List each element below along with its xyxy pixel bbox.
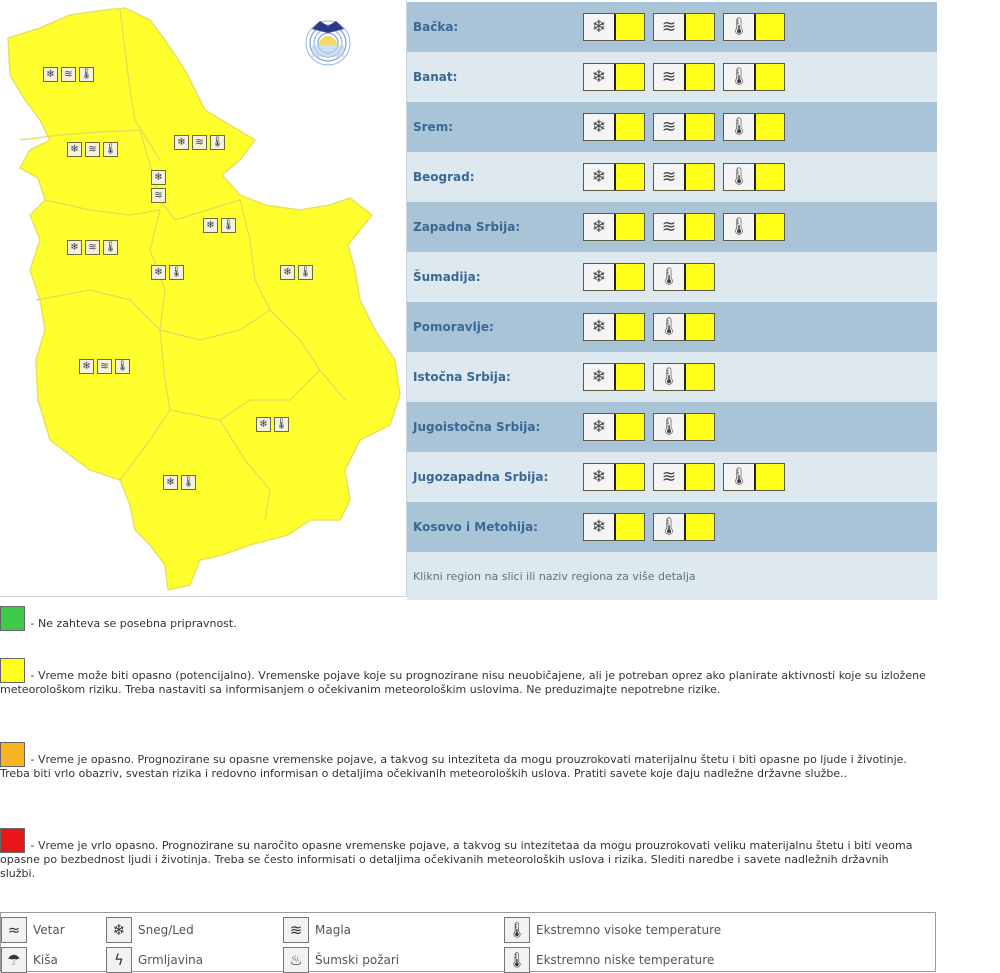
warning-level-yellow [616, 214, 644, 240]
region-link[interactable]: Jugozapadna Srbija: [413, 470, 549, 484]
legend-high-temp [504, 917, 721, 943]
snow-icon: ❄ [584, 414, 616, 440]
snow-icon: ❄ [106, 917, 132, 943]
snow-icon: ❄ [584, 464, 616, 490]
legend-red-text: - Vreme je vrlo opasno. Prognozirane su naročito opasne vremenske pojave, a takvog su intezitetaa da mogu prouzrokovati veliku materijalnu štetu i biti veoma opasne po bezbednost ljudi i životinja. Treba se često informisati o detaljima očekivanih meteoroloških uslova i rizika. Slediti naredbe i savete nadležnih državnih službi. [0, 839, 913, 880]
map-region-icons[interactable] [203, 218, 236, 233]
warning-badges [583, 463, 785, 491]
warning-level-yellow [616, 414, 644, 440]
snow-icon: ❄ [203, 218, 218, 233]
yellow-swatch [0, 658, 25, 683]
region-row [407, 202, 937, 252]
high-temp-icon: 🌡 [298, 265, 313, 280]
map-region-icons[interactable] [67, 142, 118, 157]
high-temp-icon: 🌡 [724, 64, 756, 90]
warning-badge[interactable] [723, 13, 785, 41]
legend-thunderstorm [106, 947, 203, 973]
region-link[interactable]: Istočna Srbija: [413, 370, 511, 384]
high-temp-icon: 🌡 [654, 314, 686, 340]
high-temp-icon: 🌡 [115, 359, 130, 374]
region-row [407, 402, 937, 452]
warning-level-yellow [756, 214, 784, 240]
fog-icon: ≋ [97, 359, 112, 374]
warning-level-yellow [616, 14, 644, 40]
fog-icon: ≋ [283, 917, 309, 943]
fog-icon: ≋ [61, 67, 76, 82]
warning-badge[interactable] [653, 363, 715, 391]
thunderstorm-icon: ϟ [106, 947, 132, 973]
warning-badges [583, 363, 715, 391]
snow-icon: ❄ [584, 14, 616, 40]
region-row [407, 2, 937, 52]
warning-level-yellow [756, 64, 784, 90]
warning-level-yellow [616, 364, 644, 390]
map-region-icons[interactable] [151, 170, 166, 203]
snow-icon: ❄ [584, 214, 616, 240]
warning-badge[interactable] [653, 263, 715, 291]
snow-icon: ❄ [67, 240, 82, 255]
high-temp-icon: 🌡 [169, 265, 184, 280]
region-row [407, 52, 937, 102]
warning-badge[interactable] [653, 13, 715, 41]
warning-badge[interactable] [653, 213, 715, 241]
red-swatch [0, 828, 25, 853]
warning-badges [583, 13, 785, 41]
fog-icon: ≋ [654, 464, 686, 490]
high-temp-icon: 🌡 [724, 214, 756, 240]
snow-icon: ❄ [584, 164, 616, 190]
warning-level-yellow [756, 164, 784, 190]
fog-icon: ≋ [192, 135, 207, 150]
fog-icon: ≋ [85, 240, 100, 255]
warning-level-yellow [616, 464, 644, 490]
fog-icon: ≋ [85, 142, 100, 157]
legend-snow [106, 917, 194, 943]
warning-badge[interactable] [583, 263, 645, 291]
warning-badge[interactable] [653, 413, 715, 441]
region-row [407, 302, 937, 352]
warning-badge[interactable] [583, 113, 645, 141]
legend-orange [0, 742, 910, 781]
warning-level-yellow [686, 414, 714, 440]
snow-icon: ❄ [584, 64, 616, 90]
warning-level-yellow [616, 164, 644, 190]
region-row [407, 102, 937, 152]
warning-badge[interactable] [653, 63, 715, 91]
warning-badge[interactable] [653, 463, 715, 491]
legend-wind-label: Vetar [33, 923, 65, 937]
legend-rain [1, 947, 58, 973]
high-temp-icon: 🌡 [504, 917, 530, 943]
phenomena-icon-legend [0, 912, 936, 972]
warning-badges [583, 63, 785, 91]
serbia-map[interactable] [0, 0, 406, 596]
snow-icon: ❄ [79, 359, 94, 374]
warning-badges [583, 163, 785, 191]
warning-level-yellow [686, 114, 714, 140]
warning-badge[interactable] [583, 413, 645, 441]
high-temp-icon: 🌡 [274, 417, 289, 432]
warning-badge[interactable] [653, 313, 715, 341]
map-region-icons[interactable] [256, 417, 289, 432]
region-link[interactable]: Pomoravlje: [413, 320, 494, 334]
legend-green [0, 606, 940, 631]
warning-level-yellow [686, 314, 714, 340]
warning-level-yellow [616, 264, 644, 290]
warning-level-yellow [686, 14, 714, 40]
warning-badges [583, 313, 715, 341]
warning-level-yellow [686, 214, 714, 240]
snow-icon: ❄ [584, 364, 616, 390]
snow-icon: ❄ [584, 114, 616, 140]
high-temp-icon: 🌡 [724, 114, 756, 140]
region-link[interactable]: Srem: [413, 120, 454, 134]
warning-badge[interactable] [653, 513, 715, 541]
warning-badge[interactable] [723, 213, 785, 241]
region-link[interactable]: Šumadija: [413, 270, 481, 284]
snow-icon: ❄ [163, 475, 178, 490]
warning-badges [583, 213, 785, 241]
legend-forest-fire [283, 947, 399, 973]
warning-badge[interactable] [583, 163, 645, 191]
region-link[interactable]: Bačka: [413, 20, 459, 34]
warning-badge[interactable] [653, 113, 715, 141]
region-row [407, 352, 937, 402]
fog-icon: ≋ [654, 164, 686, 190]
warning-badge[interactable] [583, 63, 645, 91]
snow-icon: ❄ [256, 417, 271, 432]
warning-badge[interactable] [583, 363, 645, 391]
snow-icon: ❄ [151, 265, 166, 280]
warning-level-yellow [616, 64, 644, 90]
warning-badge[interactable] [583, 463, 645, 491]
region-link[interactable]: Banat: [413, 70, 458, 84]
high-temp-icon: 🌡 [654, 514, 686, 540]
forest-fire-icon: ♨ [283, 947, 309, 973]
legend-forest-fire-label: Šumski požari [315, 953, 400, 967]
warning-badge[interactable] [723, 463, 785, 491]
warning-level-yellow [686, 464, 714, 490]
warning-badge[interactable] [583, 13, 645, 41]
high-temp-icon: 🌡 [221, 218, 236, 233]
legend-fog [283, 917, 351, 943]
map-country-shape[interactable] [8, 8, 400, 590]
wind-icon: ≈ [1, 917, 27, 943]
snow-icon: ❄ [584, 514, 616, 540]
fog-icon: ≋ [654, 64, 686, 90]
warning-badges [583, 263, 715, 291]
snow-icon: ❄ [584, 264, 616, 290]
legend-low-temp-label: Ekstremno niske temperature [536, 953, 715, 967]
legend-snow-label: Sneg/Led [138, 923, 194, 937]
high-temp-icon: 🌡 [103, 142, 118, 157]
warning-badge[interactable] [723, 63, 785, 91]
snow-icon: ❄ [43, 67, 58, 82]
region-row [407, 452, 937, 502]
green-swatch [0, 606, 25, 631]
warning-badges [583, 113, 785, 141]
snow-icon: ❄ [280, 265, 295, 280]
warning-badge[interactable] [583, 213, 645, 241]
high-temp-icon: 🌡 [654, 364, 686, 390]
high-temp-icon: 🌡 [79, 67, 94, 82]
high-temp-icon: 🌡 [654, 264, 686, 290]
fog-icon: ≋ [654, 14, 686, 40]
snow-icon: ❄ [151, 170, 166, 185]
warning-badges [583, 513, 715, 541]
warning-badge[interactable] [723, 163, 785, 191]
map-region-icons[interactable] [43, 67, 94, 82]
high-temp-icon: 🌡 [724, 14, 756, 40]
warning-level-yellow [686, 514, 714, 540]
map-region-icons[interactable] [280, 265, 313, 280]
legend-yellow-text: - Vreme može biti opasno (potencijalno). Vremenske pojave koje su prognozirane nisu neuobičajene, ali je potreban oprez ako planirate aktivnosti koje su izložene meteorološkom riziku. Treba nastaviti sa informisanjem o očekivanim meteorološkim uslovima. Ne preduzimajte nepotrebne rizike. [0, 669, 926, 696]
region-row [407, 252, 937, 302]
region-link[interactable]: Beograd: [413, 170, 475, 184]
map-region-icons[interactable] [151, 265, 184, 280]
low-temp-icon: 🌡 [504, 947, 530, 973]
table-hint: Klikni region na slici ili naziv regiona za više detalja [407, 552, 937, 600]
high-temp-icon: 🌡 [103, 240, 118, 255]
warning-level-yellow [756, 464, 784, 490]
map-region-icons[interactable] [163, 475, 196, 490]
legend-fog-label: Magla [315, 923, 352, 937]
warning-level-yellow [686, 264, 714, 290]
high-temp-icon: 🌡 [654, 414, 686, 440]
warning-level-yellow [686, 364, 714, 390]
fog-icon: ≋ [654, 214, 686, 240]
high-temp-icon: 🌡 [724, 464, 756, 490]
region-row [407, 152, 937, 202]
legend-high-temp-label: Ekstremno visoke temperature [536, 923, 722, 937]
region-row [407, 502, 937, 552]
warning-badge[interactable] [723, 113, 785, 141]
warning-level-yellow [686, 164, 714, 190]
legend-wind [1, 917, 65, 943]
warning-badge[interactable] [583, 513, 645, 541]
legend-red [0, 828, 925, 881]
warning-badges [583, 413, 715, 441]
legend-orange-text: - Vreme je opasno. Prognozirane su opasne vremenske pojave, a takvog su inteziteta da mogu prouzrokovati materijalnu štetu i biti opasne po ljude i životinje. Treba biti vrlo obazriv, svestan rizika i redovno informisan o detaljima očekivanih meteoroloških uslova. Pratiti savete koje daju nadležne državne službe.. [0, 753, 907, 780]
orange-swatch [0, 742, 25, 767]
warning-level-yellow [756, 14, 784, 40]
legend-thunderstorm-label: Grmljavina [138, 953, 204, 967]
legend-green-text: - Ne zahteva se posebna pripravnost. [27, 617, 237, 630]
region-link[interactable]: Kosovo i Metohija: [413, 520, 538, 534]
rhmz-logo-icon [302, 15, 354, 67]
high-temp-icon: 🌡 [181, 475, 196, 490]
snow-icon: ❄ [67, 142, 82, 157]
warning-level-yellow [686, 64, 714, 90]
warning-badge[interactable] [653, 163, 715, 191]
legend-rain-label: Kiša [33, 953, 58, 967]
snow-icon: ❄ [584, 314, 616, 340]
high-temp-icon: 🌡 [210, 135, 225, 150]
map-region-icons[interactable] [79, 359, 130, 374]
warning-level-yellow [756, 114, 784, 140]
fog-icon: ≋ [654, 114, 686, 140]
rain-icon: ☂ [1, 947, 27, 973]
map-region-icons[interactable] [174, 135, 225, 150]
legend-yellow [0, 658, 940, 697]
warning-level-yellow [616, 314, 644, 340]
map-region-icons[interactable] [67, 240, 118, 255]
region-link[interactable]: Jugoistočna Srbija: [413, 420, 541, 434]
warning-level-yellow [616, 514, 644, 540]
warning-badge[interactable] [583, 313, 645, 341]
warning-map-panel [0, 0, 407, 597]
snow-icon: ❄ [174, 135, 189, 150]
high-temp-icon: 🌡 [724, 164, 756, 190]
region-link[interactable]: Zapadna Srbija: [413, 220, 521, 234]
region-warning-table [407, 2, 937, 600]
warning-level-yellow [616, 114, 644, 140]
legend-low-temp [504, 947, 714, 973]
fog-icon: ≋ [151, 188, 166, 203]
